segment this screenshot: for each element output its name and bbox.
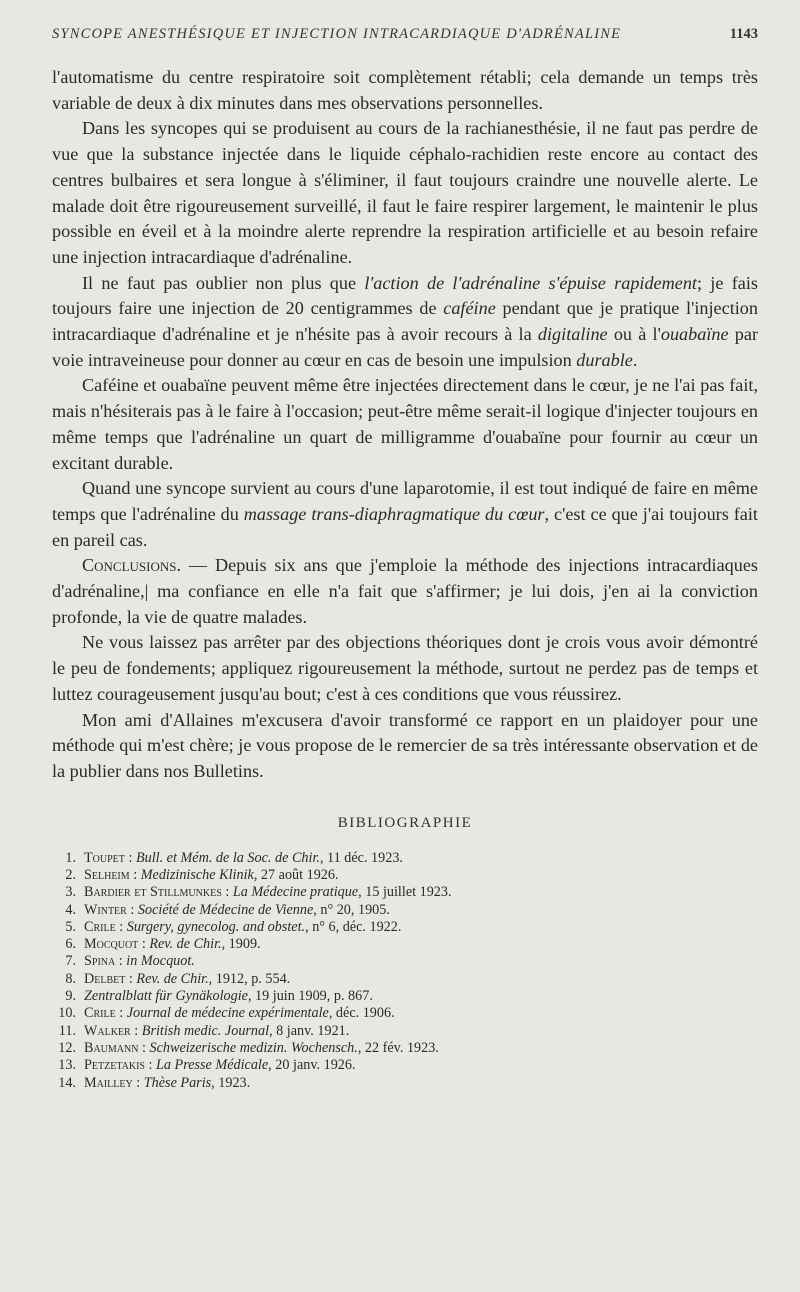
entry-details: , 22 fév. 1923.	[357, 1039, 439, 1056]
bibliography-entry	[52, 1075, 758, 1092]
entry-source: British medic. Journal	[141, 1022, 270, 1039]
emphasis: ouabaïne	[660, 324, 729, 345]
entry-number: 7.	[65, 953, 76, 970]
entry-number: 8.	[65, 970, 76, 987]
entry-number: 12.	[58, 1039, 76, 1056]
entry-author: Walker	[84, 1022, 131, 1039]
entry-details: , 11 déc. 1923.	[319, 849, 403, 866]
emphasis: caféine	[443, 298, 496, 319]
text-run: Quand une syncope survient au cours d'une laparotomie, il est tout indiqué de faire en même temps que l'adrénaline du	[52, 478, 758, 524]
bibliography-heading: BIBLIOGRAPHIE	[337, 814, 473, 831]
text-run: , c'est ce que j'ai toujours fait en pareil cas.	[52, 503, 758, 550]
entry-number: 6.	[65, 936, 76, 953]
bibliography-list	[52, 850, 758, 1092]
section-label: Conclusions.	[82, 555, 182, 576]
entry-author: Mailley	[84, 1074, 133, 1091]
emphasis: l'action de l'adrénaline s'épuise rapidement	[364, 272, 697, 293]
entry-details: , 1923.	[211, 1074, 251, 1091]
entry-number: 9.	[65, 988, 76, 1005]
entry-number: 13.	[58, 1057, 76, 1074]
entry-author: Delbet	[84, 970, 126, 987]
paragraph: Mon ami d'Allaines m'excusera d'avoir transformé ce rapport en un plaidoyer pour une méthode qui m'est chère; je vous propose de le remercier de sa très intéressante observation et de la publier dans nos Bulletins.	[52, 709, 758, 781]
entry-text	[84, 1040, 439, 1057]
body-text	[52, 65, 758, 785]
text-run: — Depuis six ans que j'emploie la méthode des injections intracardiaques d'adrénaline,| ma confiance en elle n'a fait que s'affirmer; je lui dois, j'en ai la conviction profonde, la vie de quatre malades.	[52, 555, 758, 627]
entry-text	[84, 936, 261, 953]
text-run: par voie intraveineuse pour donner au cœur en cas de besoin une impulsion	[52, 324, 758, 370]
entry-source: Bull. et Mém. de la Soc. de Chir.	[135, 849, 320, 866]
entry-separator: :	[124, 849, 136, 866]
bibliography-entry	[52, 953, 758, 970]
bibliography-entry	[52, 919, 758, 936]
paragraph	[52, 271, 758, 374]
entry-number: 10.	[58, 1005, 76, 1022]
entry-text	[84, 953, 195, 970]
entry-separator: :	[132, 1074, 144, 1091]
entry-details: , 27 août 1926.	[253, 866, 339, 883]
paragraph	[52, 553, 758, 630]
entry-source: Thèse Paris	[143, 1074, 212, 1091]
entry-details: , 8 janv. 1921.	[269, 1022, 350, 1039]
entry-source: Schweizerische medizin. Wochensch.	[149, 1039, 358, 1056]
text-run: ou à l'	[607, 324, 661, 345]
entry-text	[84, 884, 452, 901]
entry-source: La Médecine pratique	[232, 884, 359, 901]
entry-source: Medizinische Klinik	[140, 866, 254, 883]
entry-author: Bardier et Stillmunkes	[84, 884, 222, 901]
entry-text	[84, 867, 339, 884]
paragraph: l'automatisme du centre respiratoire soit complètement rétabli; cela demande un temps très variable de deux à dix minutes dans mes observations personnelles.	[52, 67, 758, 113]
entry-author: Mocquot	[84, 936, 139, 953]
bibliography-entry	[52, 1057, 758, 1074]
bibliography-entry	[52, 902, 758, 919]
entry-details: , n° 20, 1905.	[313, 901, 390, 918]
text-run: .	[632, 349, 638, 370]
emphasis: durable	[576, 349, 633, 370]
entry-source: Société de Médecine de Vienne	[137, 901, 314, 918]
bibliography-entry	[52, 1040, 758, 1057]
entry-author: Crile	[84, 918, 116, 935]
bibliography-entry	[52, 936, 758, 953]
bibliography-entry	[52, 1005, 758, 1022]
entry-separator: :	[130, 1022, 142, 1039]
bibliography-entry	[52, 971, 758, 988]
entry-source: in Mocquot.	[126, 953, 195, 970]
page-number: 1143	[729, 26, 758, 42]
entry-number: 3.	[65, 884, 76, 901]
entry-details: , 1912, p. 554.	[208, 970, 291, 987]
entry-details: , déc. 1906.	[328, 1005, 395, 1022]
entry-text	[84, 988, 373, 1005]
entry-author: Selheim	[84, 866, 130, 883]
entry-separator: :	[138, 936, 150, 953]
entry-text	[84, 1005, 395, 1022]
bibliography-entry	[52, 988, 758, 1005]
entry-text	[84, 1057, 356, 1074]
entry-separator: :	[129, 866, 141, 883]
document-page	[52, 26, 758, 1092]
paragraph: Dans les syncopes qui se produisent au cours de la rachianesthésie, il ne faut pas perdre de vue que la substance injectée dans le liquide céphalo-rachidien reste encore au contact des centres bulbaires et sera longue à s'éliminer, il faut toujours craindre une nouvelle alerte. Le malade doit être rigoureusement surveillé, il faut le faire respirer largement, le maintenir le plus possible en éveil et à la moindre alerte reprendre la respiration artificielle et au besoin refaire une injection intracardiaque d'adrénaline.	[52, 118, 758, 267]
emphasis: massage trans-diaphragmatique du cœur	[243, 503, 545, 524]
running-head	[52, 26, 758, 43]
entry-number: 5.	[65, 918, 76, 935]
emphasis: digitaline	[537, 324, 608, 345]
paragraph: Caféine et ouabaïne peuvent même être injectées directement dans le cœur, je ne l'ai pas fait, mais n'hésiterais pas à le faire à l'occasion; peut-être même serait-il logique d'injecter toujours en même temps que l'adrénaline un quart de milligramme d'ouabaïne pour fournir au cœur un excitant durable.	[52, 375, 758, 473]
text-run: pendant que je pratique l'injection intracardiaque d'adrénaline et je n'hésite pas à avoir recours à la	[52, 298, 758, 345]
entry-details: , 15 juillet 1923.	[358, 884, 452, 901]
entry-source: Rev. de Chir.	[136, 970, 209, 987]
entry-details: , 19 juin 1909, p. 867.	[247, 988, 373, 1005]
entry-text	[84, 919, 401, 936]
entry-text	[84, 971, 290, 988]
entry-details: , 20 janv. 1926.	[268, 1057, 356, 1074]
entry-author: Crile	[84, 1005, 116, 1022]
entry-author: Baumann	[84, 1039, 139, 1056]
entry-number: 2.	[65, 866, 76, 883]
entry-separator: :	[115, 918, 127, 935]
entry-number: 14.	[58, 1074, 76, 1091]
bibliography-entry	[52, 867, 758, 884]
entry-author: Petzetakis	[84, 1057, 145, 1074]
bibliography-entry	[52, 1023, 758, 1040]
entry-separator: :	[138, 1039, 150, 1056]
paragraph: Ne vous laissez pas arrêter par des objections théoriques dont je crois vous avoir démontré le peu de fondements; appliquez rigoureusement la méthode, surtout ne perdez pas de temps et luttez courageusement jusqu'au bout; c'est à ces conditions que vous réussirez.	[52, 632, 758, 704]
running-head-title: SYNCOPE ANESTHÉSIQUE ET INJECTION INTRACARDIAQUE D'ADRÉNALINE	[52, 26, 622, 42]
entry-details: , 1909.	[221, 936, 261, 953]
bibliography-entry	[52, 884, 758, 901]
entry-author: Toupet	[84, 849, 125, 866]
entry-source: Journal de médecine expérimentale	[126, 1005, 329, 1022]
entry-separator: :	[125, 970, 137, 987]
entry-source: Rev. de Chir.	[149, 936, 222, 953]
entry-number: 1.	[65, 849, 76, 866]
entry-text	[84, 902, 390, 919]
entry-author: Spina	[84, 953, 116, 970]
entry-source: Zentralblatt für Gynäkologie	[84, 988, 248, 1005]
text-run: Il ne faut pas oublier non plus que	[82, 272, 365, 293]
entry-text	[84, 850, 403, 867]
entry-separator: :	[115, 953, 127, 970]
entry-number: 4.	[65, 901, 76, 918]
entry-author: Winter	[84, 901, 127, 918]
entry-separator: :	[221, 884, 233, 901]
entry-separator: :	[126, 901, 138, 918]
entry-text	[84, 1023, 349, 1040]
entry-text	[84, 1075, 250, 1092]
entry-number: 11.	[58, 1022, 76, 1039]
entry-separator: :	[144, 1057, 157, 1074]
bibliography-entry	[52, 850, 758, 867]
paragraph	[52, 476, 758, 553]
entry-separator: :	[115, 1005, 127, 1022]
text-run: ; je fais toujours faire une injection de 20 centigrammes de	[52, 272, 758, 319]
entry-source: Surgery, gynecolog. and obstet.	[126, 918, 306, 935]
entry-source: La Presse Médicale	[156, 1057, 269, 1074]
entry-details: , n° 6, déc. 1922.	[305, 918, 402, 935]
